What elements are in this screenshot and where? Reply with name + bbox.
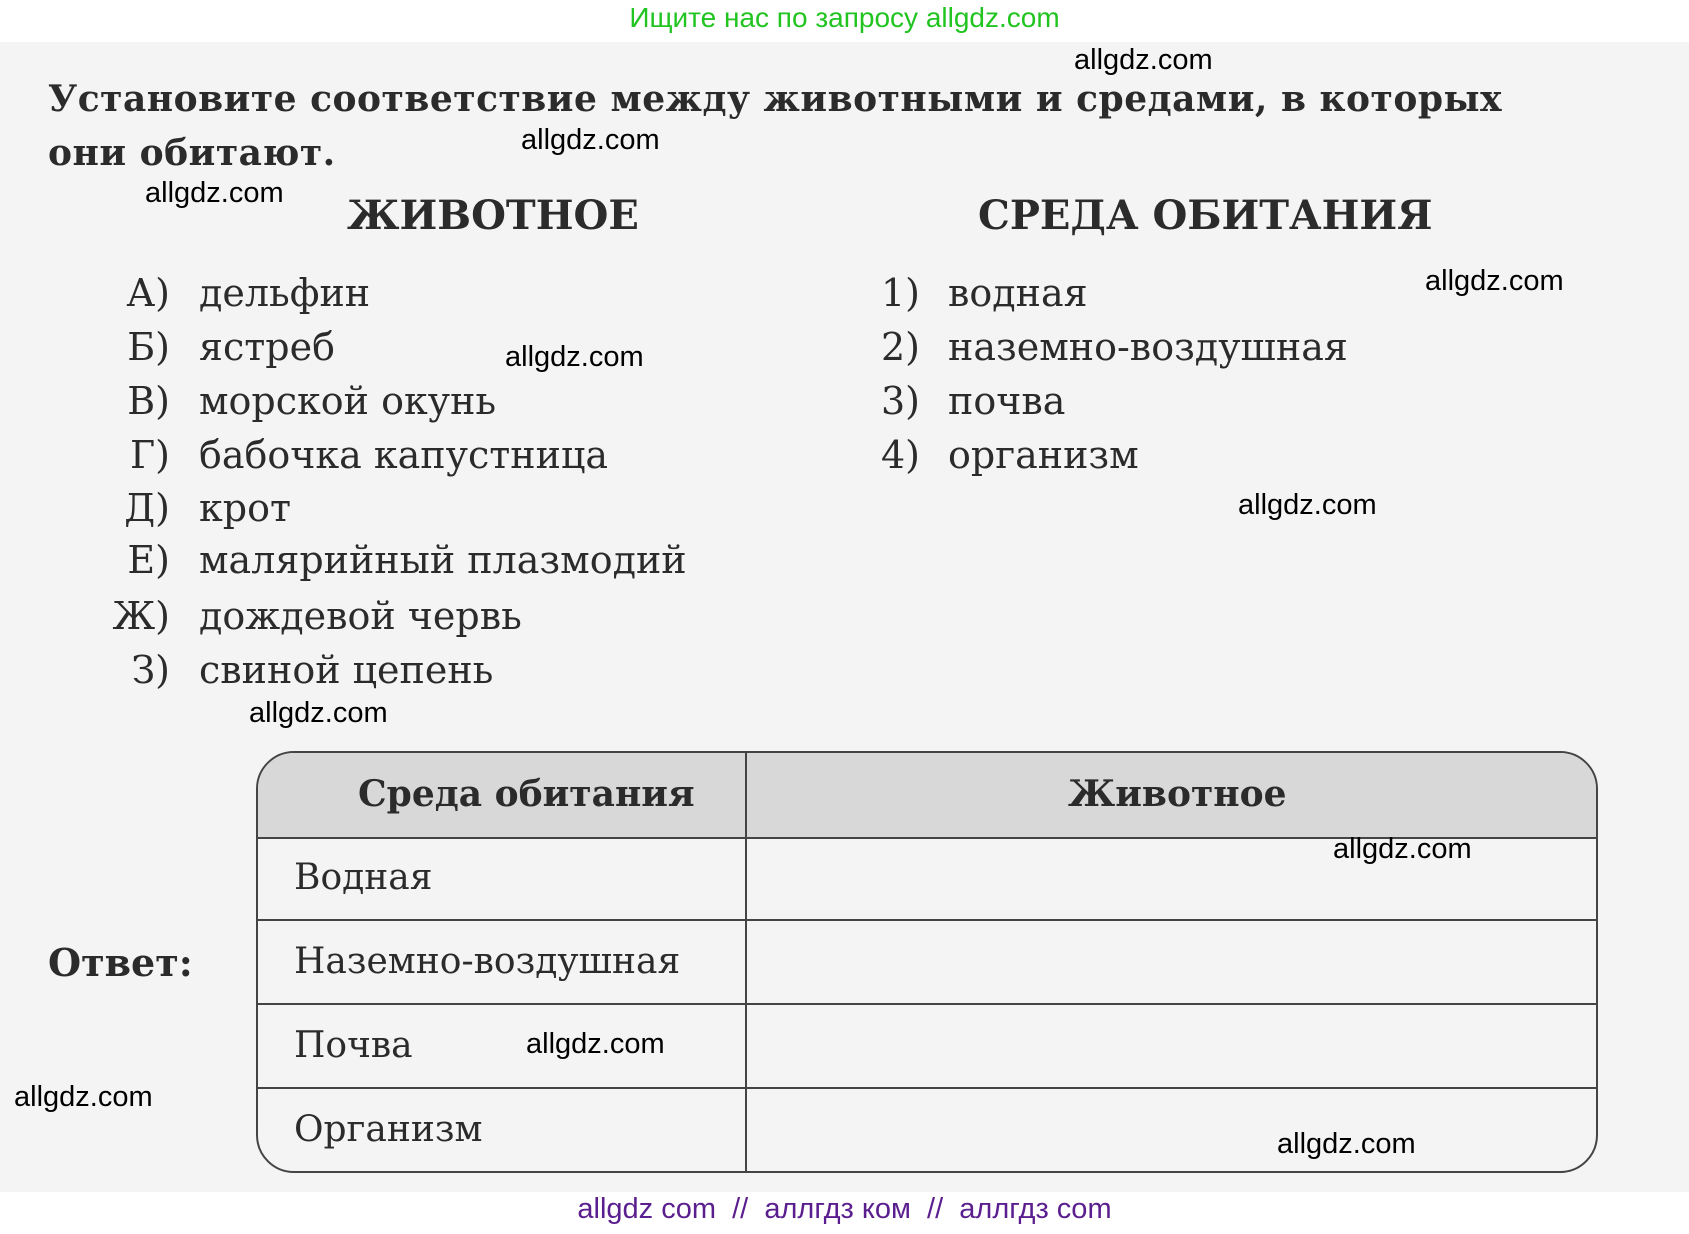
table-cell-habitat: Организм bbox=[294, 1109, 483, 1150]
animal-letter: В) bbox=[127, 379, 170, 423]
watermark: allgdz.com bbox=[249, 697, 388, 729]
animal-name: дождевой червь bbox=[199, 594, 522, 638]
watermark: allgdz.com bbox=[505, 341, 644, 373]
answer-label: Ответ: bbox=[48, 940, 193, 985]
animal-letter: Г) bbox=[130, 433, 170, 477]
habitat-number: 3) bbox=[880, 379, 920, 423]
animal-letter: З) bbox=[131, 648, 170, 692]
animal-name: свиной цепень bbox=[199, 648, 494, 692]
watermark: allgdz.com bbox=[526, 1028, 665, 1060]
table-cell-habitat: Почва bbox=[294, 1025, 413, 1066]
watermark: allgdz.com bbox=[14, 1081, 153, 1113]
habitat-number: 1) bbox=[880, 271, 920, 315]
table-header-habitat: Среда обитания bbox=[358, 773, 695, 815]
animal-letter: Б) bbox=[127, 325, 170, 369]
animal-name: морской окунь bbox=[199, 379, 497, 423]
animal-name: бабочка капустница bbox=[199, 433, 609, 477]
answer-table bbox=[256, 751, 1598, 1173]
animal-letter: Д) bbox=[124, 486, 170, 530]
footer-banner: allgdz com // аллгдз ком // аллгдз com bbox=[577, 1193, 1112, 1225]
habitat-name: почва bbox=[948, 379, 1066, 423]
watermark: allgdz.com bbox=[1425, 265, 1564, 297]
column-header-animal: ЖИВОТНОЕ bbox=[347, 192, 639, 239]
row-divider bbox=[258, 1087, 1596, 1089]
row-divider bbox=[258, 1003, 1596, 1005]
header-banner: Ищите нас по запросу allgdz.com bbox=[629, 2, 1060, 33]
animal-letter: Ж) bbox=[112, 594, 170, 638]
animal-name: малярийный плазмодий bbox=[199, 538, 687, 582]
animal-name: ястреб bbox=[199, 325, 335, 369]
animal-name: дельфин bbox=[199, 271, 371, 315]
animal-name: крот bbox=[199, 486, 291, 530]
watermark: allgdz.com bbox=[145, 177, 284, 209]
animal-letter: Е) bbox=[127, 538, 170, 582]
column-header-habitat: СРЕДА ОБИТАНИЯ bbox=[978, 192, 1433, 239]
watermark: allgdz.com bbox=[1238, 489, 1377, 521]
watermark: allgdz.com bbox=[1333, 833, 1472, 865]
animal-letter: А) bbox=[126, 271, 170, 315]
column-divider bbox=[745, 753, 747, 1171]
row-divider bbox=[258, 919, 1596, 921]
habitat-number: 4) bbox=[880, 433, 920, 477]
watermark: allgdz.com bbox=[521, 124, 660, 156]
table-header-animal: Животное bbox=[1068, 773, 1287, 815]
task-line-1: Установите соответствие между животными и средами, в которых bbox=[48, 78, 1503, 120]
habitat-name: организм bbox=[948, 433, 1139, 477]
task-line-2: они обитают. bbox=[48, 132, 336, 174]
table-cell-habitat: Водная bbox=[294, 857, 433, 898]
habitat-name: наземно-воздушная bbox=[948, 325, 1348, 369]
habitat-name: водная bbox=[948, 271, 1088, 315]
watermark: allgdz.com bbox=[1277, 1128, 1416, 1160]
table-cell-habitat: Наземно-воздушная bbox=[294, 941, 681, 982]
habitat-number: 2) bbox=[880, 325, 920, 369]
watermark: allgdz.com bbox=[1074, 44, 1213, 76]
